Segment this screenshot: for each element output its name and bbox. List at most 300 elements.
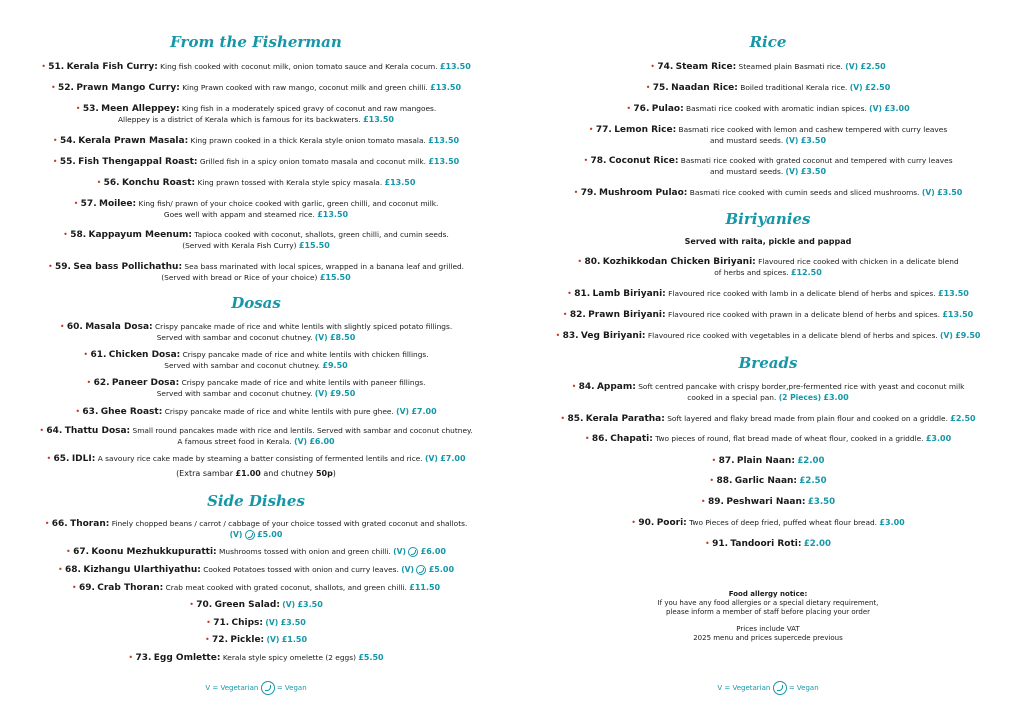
item-name: Fish Thengappal Roast:	[78, 157, 198, 167]
diet-tag: (V)	[282, 600, 296, 609]
menu-item-88	[532, 476, 1004, 487]
menu-item-85	[532, 414, 1004, 425]
item-price: £5.00	[257, 529, 283, 539]
item-number: 65.	[53, 454, 70, 464]
diet-tag: (V)	[401, 565, 415, 574]
bullet: •	[50, 83, 56, 92]
bullet: •	[75, 407, 81, 416]
menu-item-66	[20, 519, 492, 540]
item-number: 84.	[578, 382, 595, 392]
item-description: Kerala style spicy omelette (2 eggs)	[222, 653, 356, 662]
menu-item-58	[20, 230, 492, 251]
bullet: •	[41, 62, 46, 71]
section-title-rice: Rice	[749, 33, 787, 51]
bullet: •	[71, 583, 77, 592]
item-number: 71.	[213, 618, 230, 628]
item-description: Grilled fish in a spicy onion tomato masala and coconut milk.	[199, 157, 426, 166]
menu-item-91	[532, 539, 1004, 550]
item-price: £3.00	[879, 518, 905, 527]
item-number: 57.	[80, 199, 97, 209]
item-number: 79.	[580, 188, 597, 198]
item-price: £13.50	[384, 178, 416, 187]
menu-item-86	[532, 434, 1004, 445]
item-name: Kozhikkodan Chicken Biriyani:	[602, 257, 756, 267]
item-price: £3.50	[937, 188, 963, 197]
menu-item-69	[20, 583, 492, 594]
legend-right	[512, 681, 1024, 695]
item-description: Crispy pancake made of rice and white lentils with paneer fillings.	[181, 378, 426, 387]
allergy-line: please inform a member of staff before placing your order	[665, 608, 871, 616]
menu-item-51	[20, 62, 492, 73]
item-price: £5.00	[428, 565, 455, 574]
menu-item-71	[20, 618, 492, 629]
item-description: Crispy pancake made of rice and white lentils with pure ghee.	[164, 407, 394, 416]
item-description: Soft layered and flaky bread made from plain flour and cooked on a griddle.	[667, 414, 948, 423]
menu-item-90	[532, 518, 1004, 529]
item-number: 52.	[58, 83, 74, 93]
menu-item-60	[20, 322, 492, 343]
item-name: Kappayum Meenum:	[88, 230, 192, 240]
item-price: £13.50	[317, 209, 349, 219]
menu-item-55	[20, 157, 492, 168]
item-price: £9.50	[322, 360, 348, 370]
item-number: 89.	[708, 497, 724, 507]
item-description: Flavoured rice cooked with prawn in a delicate blend of herbs and spices.	[667, 310, 940, 319]
item-price: £9.50	[955, 331, 981, 340]
item-number: 63.	[82, 407, 99, 417]
item-number: 81.	[574, 289, 591, 299]
bullet: •	[705, 539, 710, 548]
item-description: Crispy pancake made of rice and white lentils with chicken fillings.	[182, 350, 429, 359]
item-name: Meen Alleppey:	[101, 104, 180, 114]
bullet: •	[52, 136, 58, 145]
item-name: Prawn Biriyani:	[588, 310, 666, 320]
item-name: Veg Biriyani:	[580, 331, 646, 341]
item-name: Prawn Mango Curry:	[76, 83, 180, 93]
item-description: Two pieces of round, flat bread made of wheat flour, cooked in a griddle.	[655, 434, 924, 443]
diet-tag: (V)	[785, 135, 799, 145]
menu-item-57	[20, 199, 492, 220]
item-price: £13.50	[942, 310, 974, 319]
item-number: 56.	[103, 178, 120, 188]
menu-item-64	[20, 426, 492, 447]
note-text: = Vegan	[276, 684, 307, 692]
item-number: 88.	[716, 476, 733, 486]
vegan-icon	[416, 565, 426, 575]
diet-tag: (V)	[314, 332, 328, 342]
item-description: Alleppey is a district of Kerala which is famous for its backwaters.	[118, 114, 361, 124]
menu-item-83	[532, 331, 1004, 342]
item-description: Flavoured rice cooked with lamb in a delicate blend of herbs and spices.	[668, 289, 936, 298]
menu-item-62	[20, 378, 492, 399]
item-name: Peshwari Naan:	[726, 497, 806, 507]
item-name: Plain Naan:	[736, 456, 795, 466]
item-price: £3.50	[280, 618, 306, 627]
item-name: Appam:	[596, 382, 636, 392]
item-name: Kerala Fish Curry:	[66, 62, 158, 72]
item-name: IDLI:	[71, 454, 96, 464]
item-number: 61.	[90, 350, 107, 360]
bullet: •	[52, 157, 58, 166]
item-number: 76.	[633, 104, 650, 114]
item-price: £1.50	[281, 635, 308, 644]
item-name: Ghee Roast:	[100, 407, 163, 417]
menu-item-54	[20, 136, 492, 147]
bullet: •	[645, 83, 651, 92]
diet-tag: (V)	[845, 62, 859, 71]
item-name: Kerala Prawn Masala:	[78, 136, 189, 146]
bullet: •	[562, 310, 568, 319]
item-description: Flavoured rice cooked with chicken in a delicate blend	[758, 257, 959, 266]
menu-year-note: 2025 menu and prices supercede previous	[693, 634, 843, 642]
bullet: •	[560, 414, 566, 423]
item-name: Chicken Dosa:	[108, 350, 181, 360]
item-name: Crab Thoran:	[97, 583, 164, 593]
item-price: £13.50	[363, 114, 394, 124]
item-price: £11.50	[409, 583, 441, 592]
item-price: £3.50	[807, 497, 836, 507]
item-name: Thattu Dosa:	[64, 426, 131, 436]
item-description: King prawn cooked in a thick Kerala style onion tomato masala.	[190, 136, 426, 145]
item-number: 83.	[562, 331, 579, 341]
item-description: Cooked Potatoes tossed with onion and curry leaves.	[203, 565, 399, 574]
item-name: Paneer Dosa:	[111, 378, 180, 388]
item-name: Tandoori Roti:	[730, 539, 802, 549]
item-description: Tapioca cooked with coconut, shallots, green chilli, and cumin seeds.	[194, 230, 449, 239]
bullet: •	[584, 434, 590, 443]
item-description: and mustard seeds.	[709, 166, 784, 176]
bullet: •	[700, 497, 706, 506]
bullet: •	[47, 262, 53, 271]
item-number: 87.	[718, 456, 735, 466]
menu-item-75	[532, 83, 1004, 94]
vegan-icon	[408, 547, 418, 557]
item-price: £12.50	[790, 267, 822, 277]
section-title-fisherman: From the Fisherman	[170, 33, 342, 51]
item-price: £2.50	[799, 476, 827, 486]
diet-tag: (V)	[229, 529, 243, 539]
item-number: 64.	[46, 426, 63, 436]
item-price: £6.00	[420, 547, 446, 556]
item-number: 68.	[65, 565, 81, 575]
item-name: Egg Omlette:	[153, 653, 221, 663]
item-name: Chapati:	[610, 434, 653, 444]
bullet: •	[588, 125, 594, 134]
item-name: Coconut Rice:	[608, 156, 679, 166]
menu-item-84	[532, 382, 1004, 403]
item-description: Basmati rice cooked with grated coconut and tempered with curry leaves	[680, 156, 953, 165]
item-number: 54.	[59, 136, 76, 146]
note-text: 50p	[315, 469, 333, 478]
bullet: •	[577, 257, 583, 266]
dosa-extras-note	[0, 469, 512, 478]
item-description: and mustard seeds.	[709, 135, 784, 145]
note-text: £1.00	[235, 469, 261, 478]
item-number: 66.	[51, 519, 68, 529]
item-price: £3.50	[800, 166, 827, 176]
menu-item-63	[20, 407, 492, 418]
item-name: Chips:	[231, 618, 264, 628]
menu-item-89	[532, 497, 1004, 508]
item-price: £13.50	[439, 62, 471, 71]
vegan-icon	[773, 681, 787, 695]
note-text: = Vegan	[788, 684, 819, 692]
bullet: •	[96, 178, 102, 187]
item-number: 75.	[652, 83, 669, 93]
item-number: 91.	[712, 539, 729, 549]
diet-tag: (V)	[396, 407, 409, 416]
item-number: 80.	[584, 257, 601, 267]
item-name: Kizhangu Ularthiyathu:	[83, 565, 201, 575]
item-description: Served with sambar and coconut chutney.	[156, 388, 313, 398]
item-description: Goes well with appam and steamed rice.	[163, 209, 315, 219]
item-description: King fish cooked with coconut milk, onion tomato sauce and Kerala cocum.	[160, 62, 438, 71]
item-number: 53.	[82, 104, 99, 114]
item-name: Sea bass Pollichathu:	[73, 262, 183, 272]
menu-item-76	[532, 104, 1004, 115]
vegan-icon	[245, 530, 255, 540]
item-description: Mushrooms tossed with onion and green chilli.	[219, 547, 391, 556]
item-description: Basmati rice cooked with aromatic indian spices.	[686, 104, 867, 113]
diet-tag: (V)	[940, 331, 953, 340]
item-price: £2.00	[803, 539, 831, 549]
item-price: £7.00	[411, 407, 437, 416]
diet-tag: (2 Pieces)	[778, 392, 822, 402]
item-name: Masala Dosa:	[85, 322, 153, 332]
section-title-breads: Breads	[738, 354, 798, 372]
bullet: •	[189, 600, 194, 609]
vegan-icon	[261, 681, 275, 695]
item-number: 78.	[590, 156, 607, 166]
item-number: 60.	[66, 322, 83, 332]
item-name: Poori:	[656, 518, 687, 528]
item-price: £3.00	[823, 392, 849, 402]
item-description: Flavoured rice cooked with vegetables in a delicate blend of herbs and spices.	[647, 331, 938, 340]
bullet: •	[63, 230, 68, 239]
item-name: Lemon Rice:	[614, 125, 677, 135]
item-price: £2.50	[860, 62, 886, 71]
menu-item-80	[532, 257, 1004, 278]
item-price: £9.50	[329, 388, 356, 398]
item-description: of herbs and spices.	[714, 267, 789, 277]
item-description: King fish in a moderately spiced gravy of coconut and raw mangoes.	[181, 104, 437, 113]
note-text: )	[332, 469, 336, 478]
menu-item-87	[532, 456, 1004, 467]
item-description: cooked in a special pan.	[687, 392, 777, 402]
bullet: •	[44, 519, 50, 528]
bullet: •	[59, 322, 65, 331]
bullet: •	[204, 635, 210, 644]
bullet: •	[83, 350, 89, 359]
note-text: V = Vegetarian	[717, 684, 771, 692]
bullet: •	[650, 62, 655, 71]
item-price: £3.50	[800, 135, 827, 145]
item-name: Kerala Paratha:	[585, 414, 665, 424]
item-price: £2.00	[797, 456, 825, 466]
item-number: 73.	[135, 653, 152, 663]
item-price: £15.50	[298, 240, 330, 250]
item-number: 67.	[73, 547, 90, 557]
allergy-title: Food allergy notice:	[728, 590, 808, 598]
legend-left	[0, 681, 512, 695]
item-number: 86.	[591, 434, 608, 444]
diet-tag: (V)	[921, 188, 935, 197]
note-text: and chutney	[260, 469, 316, 478]
vat-note: Prices include VAT	[736, 625, 800, 633]
item-description: Basmati rice cooked with cumin seeds and sliced mushrooms.	[689, 188, 920, 197]
bullet: •	[631, 518, 637, 527]
item-description: Soft centred pancake with crispy border,pre-fermented rice with yeast and coconut milk	[638, 382, 965, 391]
menu-item-68	[20, 565, 492, 576]
item-name: Konchu Roast:	[121, 178, 196, 188]
note-text: (Extra sambar	[176, 469, 236, 478]
item-description: Small round pancakes made with rice and lentils. Served with sambar and coconut chutney.	[132, 426, 473, 435]
menu-item-74	[532, 62, 1004, 73]
item-price: £3.00	[884, 104, 910, 113]
item-description: A famous street food in Kerala.	[177, 436, 292, 446]
bullet: •	[46, 454, 52, 463]
item-number: 59.	[55, 262, 71, 272]
allergy-notice	[512, 590, 1024, 643]
item-name: Mushroom Pulao:	[599, 188, 688, 198]
item-number: 55.	[59, 157, 76, 167]
diet-tag: (V)	[266, 635, 280, 644]
item-number: 58.	[70, 230, 87, 240]
section-title-dosas: Dosas	[231, 294, 281, 312]
bullet: •	[555, 331, 561, 340]
menu-item-81	[532, 289, 1004, 300]
diet-tag: (V)	[294, 436, 307, 446]
item-price: £8.50	[329, 332, 356, 342]
item-name: Naadan Rice:	[671, 83, 738, 93]
bullet: •	[66, 547, 71, 556]
bullet: •	[571, 382, 577, 391]
item-number: 82.	[569, 310, 586, 320]
item-price: £13.50	[938, 289, 969, 298]
item-number: 90.	[638, 518, 655, 528]
item-name: Koonu Mezhukkupuratti:	[91, 547, 217, 557]
bullet: •	[75, 104, 81, 113]
menu-item-65	[20, 454, 492, 465]
diet-tag: (V)	[849, 83, 863, 92]
menu-item-59	[20, 262, 492, 283]
item-description: Basmati rice cooked with lemon and cashew tempered with curry leaves	[678, 125, 948, 134]
item-name: Green Salad:	[214, 600, 280, 610]
item-description: (Served with Kerala Fish Curry)	[182, 240, 297, 250]
bullet: •	[86, 378, 92, 387]
bullet: •	[567, 289, 572, 298]
diet-tag: (V)	[869, 104, 882, 113]
allergy-line: If you have any food allergies or a special dietary requirement,	[657, 599, 879, 607]
diet-tag: (V)	[393, 547, 406, 556]
item-name: Pickle:	[230, 635, 265, 645]
menu-item-82	[532, 310, 1004, 321]
bullet: •	[73, 199, 79, 208]
menu-item-61	[20, 350, 492, 371]
item-description: A savoury rice cake made by steaming a batter consisting of fermented lentils and rice.	[97, 454, 423, 463]
diet-tag: (V)	[425, 454, 438, 463]
bullet: •	[57, 565, 63, 574]
item-description: Served with sambar and coconut chutney.	[156, 332, 313, 342]
bullet: •	[128, 653, 134, 662]
item-price: £13.50	[430, 83, 462, 92]
item-name: Thoran:	[70, 519, 110, 529]
item-number: 77.	[595, 125, 612, 135]
item-description: King Prawn cooked with raw mango, coconut milk and green chilli.	[182, 83, 428, 92]
biriyanies-subtitle: Served with raita, pickle and pappad	[684, 237, 852, 246]
item-price: £2.50	[864, 83, 891, 92]
menu-item-73	[20, 653, 492, 664]
item-price: £3.50	[297, 600, 323, 609]
item-name: Garlic Naan:	[734, 476, 798, 486]
item-name: Lamb Biriyani:	[592, 289, 666, 299]
note-text: V = Vegetarian	[205, 684, 259, 692]
item-number: 69.	[78, 583, 95, 593]
menu-item-70	[20, 600, 492, 611]
item-price: £5.50	[358, 653, 384, 662]
bullet: •	[39, 426, 45, 435]
item-description: Finely chopped beans / carrot / cabbage of your choice tossed with grated coconut and shallots.	[111, 519, 468, 528]
menu-item-72	[20, 635, 492, 646]
item-description: Served with sambar and coconut chutney.	[164, 360, 321, 370]
item-price: £6.00	[309, 436, 335, 446]
item-number: 85.	[567, 414, 584, 424]
item-description: Boiled traditional Kerala rice.	[740, 83, 848, 92]
item-description: Steamed plain Basmati rice.	[738, 62, 843, 71]
item-price: £13.50	[428, 136, 460, 145]
bullet: •	[709, 476, 715, 485]
item-number: 72.	[212, 635, 228, 645]
bullet: •	[206, 618, 211, 627]
item-number: 74.	[657, 62, 674, 72]
diet-tag: (V)	[265, 618, 279, 627]
diet-tag: (V)	[314, 388, 328, 398]
bullet: •	[626, 104, 632, 113]
item-price: £2.50	[950, 414, 976, 423]
item-name: Pulao:	[651, 104, 684, 114]
menu-item-78	[532, 156, 1004, 177]
item-name: Moilee:	[98, 199, 137, 209]
item-description: King prawn tossed with Kerala style spicy masala.	[197, 178, 383, 187]
item-price: £7.00	[440, 454, 466, 463]
item-description: King fish/ prawn of your choice cooked with garlic, green chilli, and coconut milk.	[138, 199, 439, 208]
item-description: Sea bass marinated with local spices, wrapped in a banana leaf and grilled.	[184, 262, 465, 271]
menu-item-77	[532, 125, 1004, 146]
menu-item-56	[20, 178, 492, 189]
bullet: •	[573, 188, 579, 197]
menu-item-67	[20, 547, 492, 558]
item-number: 62.	[93, 378, 110, 388]
item-name: Steam Rice:	[675, 62, 737, 72]
bullet: •	[711, 456, 717, 465]
section-title-side-dishes: Side Dishes	[207, 492, 305, 510]
item-description: Two Pieces of deep fried, puffed wheat flour bread.	[689, 518, 878, 527]
bullet: •	[583, 156, 589, 165]
item-description: Crab meat cooked with grated coconut, shallots, and green chilli.	[165, 583, 407, 592]
diet-tag: (V)	[785, 166, 799, 176]
section-title-biriyanies: Biriyanies	[725, 210, 811, 228]
menu-item-53	[20, 104, 492, 125]
item-price: £3.00	[925, 434, 952, 443]
item-number: 51.	[48, 62, 65, 72]
item-price: £15.50	[319, 272, 351, 282]
menu-item-52	[20, 83, 492, 94]
item-description: Crispy pancake made of rice and white lentils with slightly spiced potato fillings.	[155, 322, 453, 331]
item-price: £13.50	[428, 157, 460, 166]
item-description: (Served with bread or Rice of your choice)	[161, 272, 318, 282]
menu-item-79	[532, 188, 1004, 199]
item-number: 70.	[196, 600, 213, 610]
